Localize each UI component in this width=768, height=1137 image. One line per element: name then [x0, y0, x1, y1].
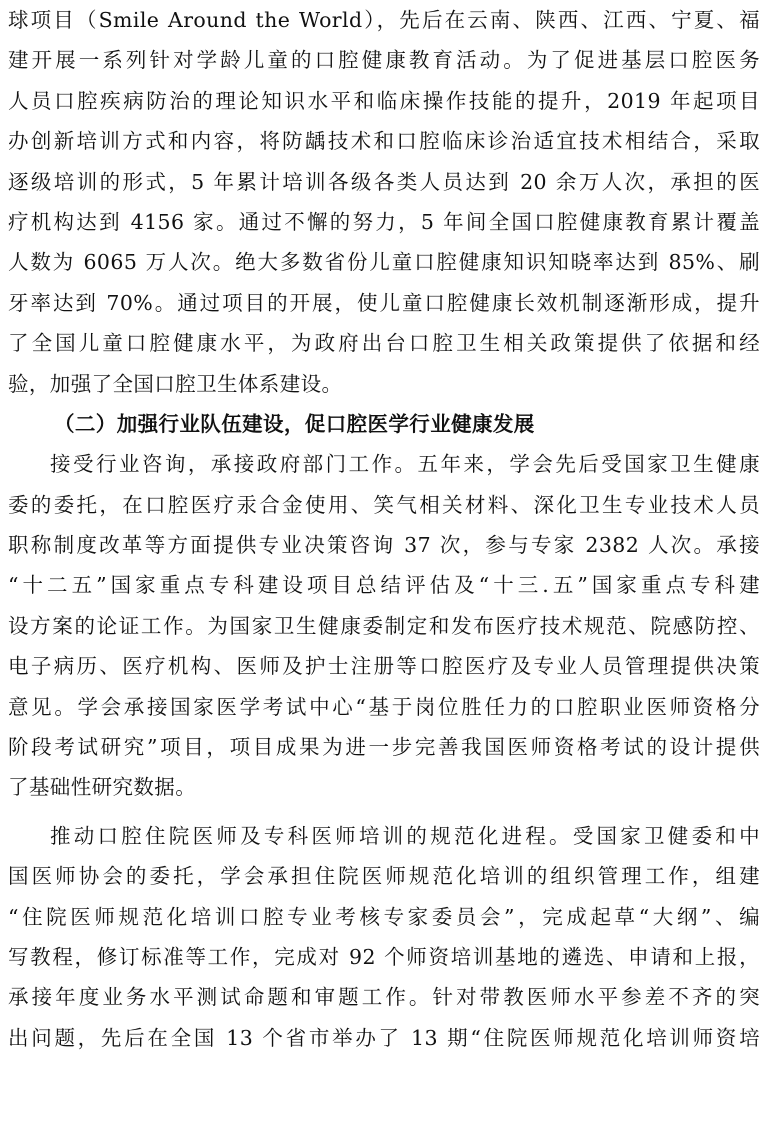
text-line: 阶段考试研究”项目，项目成果为进一步完善我国医师资格考试的设计提供: [8, 735, 760, 760]
paragraph-gap: [8, 808, 760, 816]
text-line: 委的委托，在口腔医疗汞合金使用、笑气相关材料、深化卫生专业技术人员: [8, 492, 760, 517]
text-line: 球项目（Smile Around the World），先后在云南、陕西、江西、宁夏、福: [8, 8, 760, 32]
section-heading: （二）加强行业队伍建设，促口腔医学行业健康发展: [54, 411, 535, 436]
text-line: 疗机构达到 4156 家。通过不懈的努力，5 年间全国口腔健康教育累计覆盖: [8, 209, 760, 234]
text-line: 出问题，先后在全国 13 个省市举办了 13 期“住院医师规范化培训师资培: [8, 1025, 760, 1050]
text-line: 推动口腔住院医师及专科医师培训的规范化进程。受国家卫健委和中: [50, 823, 760, 848]
text-line: 建开展一系列针对学龄儿童的口腔健康教育活动。为了促进基层口腔医务: [8, 48, 760, 73]
paragraph-oral-health-project: [8, 0, 760, 404]
text-line: “住院医师规范化培训口腔专业考核专家委员会”，完成起草“大纲”、编: [8, 904, 760, 929]
text-line: 写教程，修订标准等工作，完成对 92 个师资培训基地的遴选、申请和上报，: [8, 944, 760, 969]
text-line: 电子病历、医疗机构、医师及护士注册等口腔医疗及专业人员管理提供决策: [8, 654, 760, 679]
text-line: 验，加强了全国口腔卫生体系建设。: [8, 371, 343, 396]
text-line: 意见。学会承接国家医学考试中心“基于岗位胜任力的口腔职业医师资格分: [8, 694, 760, 719]
text-line: 人员口腔疾病防治的理论知识水平和临床操作技能的提升，2019 年起项目: [8, 88, 760, 113]
text-line: 办创新培训方式和内容，将防龋技术和口腔临床诊治适宜技术相结合，采取: [8, 129, 760, 154]
text-line: 职称制度改革等方面提供专业决策咨询 37 次，参与专家 2382 人次。承接: [8, 533, 760, 558]
text-line: 牙率达到 70%。通过项目的开展，使儿童口腔健康长效机制逐渐形成，提升: [8, 290, 760, 315]
text-line: 接受行业咨询，承接政府部门工作。五年来，学会先后受国家卫生健康: [50, 452, 760, 477]
text-line: “十二五”国家重点专科建设项目总结评估及“十三.五”国家重点专科建: [8, 573, 760, 598]
text-line: 国医师协会的委托，学会承担住院医师规范化培训的组织管理工作，组建: [8, 864, 760, 889]
text-line: 承接年度业务水平测试命题和审题工作。针对带教医师水平参差不齐的突: [8, 985, 760, 1010]
text-line: 逐级培训的形式，5 年累计培训各级各类人员达到 20 余万人次，承担的医: [8, 169, 760, 194]
text-line: 了基础性研究数据。: [8, 775, 197, 800]
document-page: [8, 0, 760, 1058]
text-line: 了全国儿童口腔健康水平，为政府出台口腔卫生相关政策提供了依据和经: [8, 331, 760, 356]
paragraph-industry-consulting: [8, 444, 760, 808]
text-line: 人数为 6065 万人次。绝大多数省份儿童口腔健康知识知晓率达到 85%、刷: [8, 250, 760, 275]
paragraph-resident-training: [8, 816, 760, 1058]
text-line: 设方案的论证工作。为国家卫生健康委制定和发布医疗技术规范、院感防控、: [8, 613, 760, 638]
